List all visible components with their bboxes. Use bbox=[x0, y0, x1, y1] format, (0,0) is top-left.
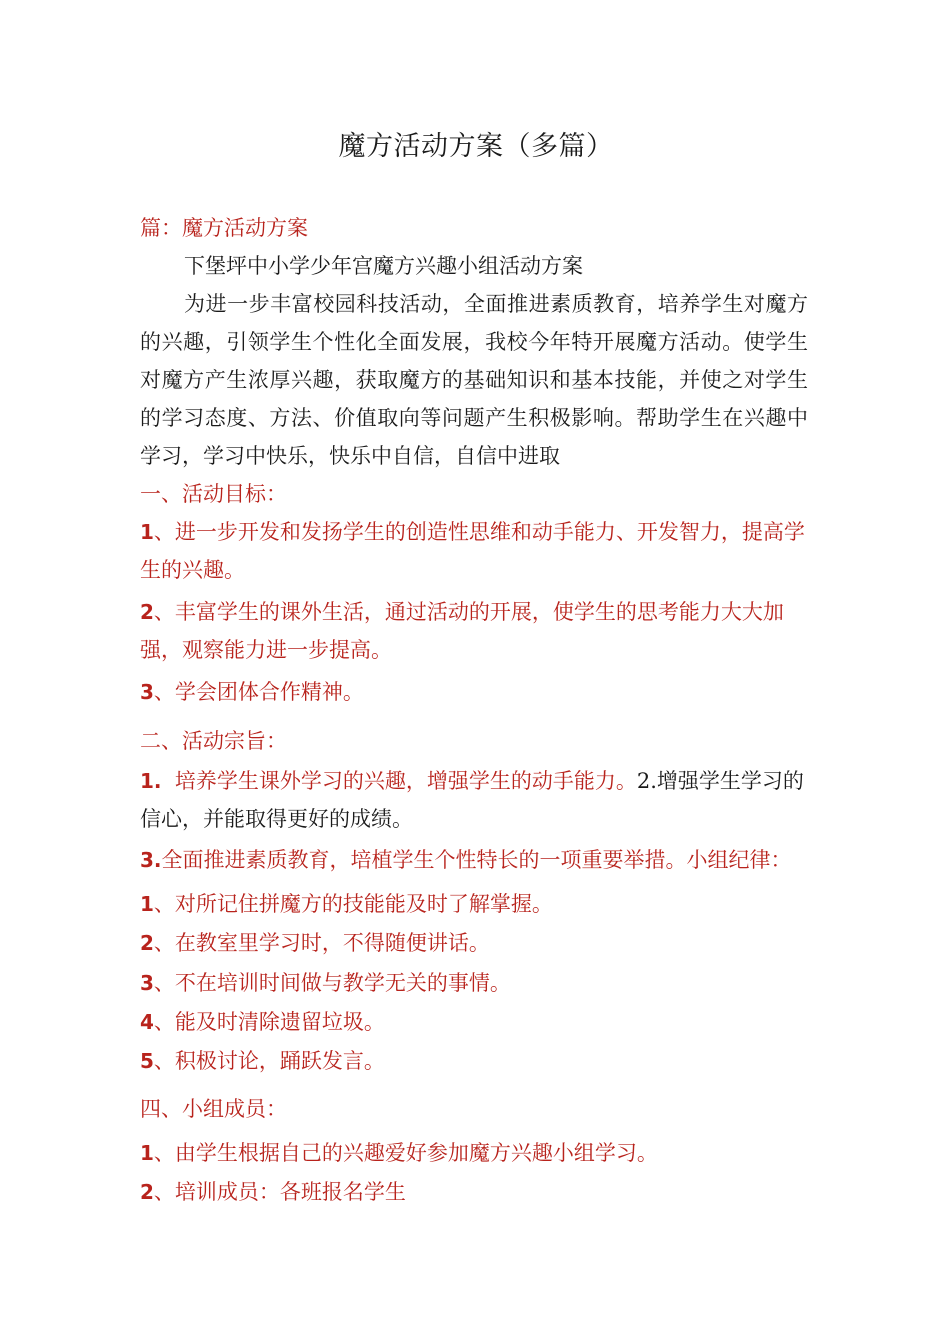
goal-item-1 bbox=[140, 513, 808, 589]
rule-number: 5 bbox=[140, 1049, 154, 1073]
purpose-number: 1. bbox=[140, 769, 162, 793]
goal-text: 、丰富学生的课外生活，通过活动的开展，使学生的思考能力大大加强，观察能力进一步提高。 bbox=[140, 600, 784, 662]
rule-item-4 bbox=[140, 1003, 820, 1041]
goal-text: 、学会团体合作精神。 bbox=[153, 680, 364, 704]
rule-text: 、能及时清除遗留垃圾。 bbox=[153, 1010, 385, 1034]
rule-item-2 bbox=[140, 924, 820, 962]
purpose-item-3 bbox=[140, 841, 840, 879]
goal-number: 1 bbox=[140, 520, 154, 544]
member-item-1 bbox=[140, 1134, 820, 1172]
rule-text: 、不在培训时间做与教学无关的事情。 bbox=[153, 971, 511, 995]
goal-item-3 bbox=[140, 673, 808, 711]
member-item-2 bbox=[140, 1173, 820, 1211]
purpose-text-3: 全面推进素质教育，培植学生个性特长的一项重要举措。小组纪律： bbox=[161, 848, 792, 872]
section-heading: 篇：魔方活动方案 bbox=[140, 216, 308, 240]
rule-item-5 bbox=[140, 1042, 820, 1080]
goals-heading: 一、活动目标： bbox=[140, 482, 287, 506]
purpose-text-1: 培养学生课外学习的兴趣，增强学生的动手能力。 bbox=[161, 769, 637, 793]
document-title: 魔方活动方案（多篇） bbox=[338, 131, 614, 162]
members-heading: 四、小组成员： bbox=[140, 1097, 287, 1121]
member-number: 1 bbox=[140, 1141, 154, 1165]
rule-text: 、积极讨论，踊跃发言。 bbox=[153, 1049, 385, 1073]
goal-text: 、进一步开发和发扬学生的创造性思维和动手能力、开发智力，提高学生的兴趣。 bbox=[140, 520, 805, 582]
intro-paragraph: 为进一步丰富校园科技活动，全面推进素质教育，培养学生对魔方的兴趣，引领学生个性化全面发展，我校今年特开展魔方活动。使学生对魔方产生浓厚兴趣，获取魔方的基础知识和基本技能，并使之对学生的学习态度、方法、价值取向等问题产生积极影响。帮助学生在兴趣中学习，学习中快乐，快乐中自信，自信中进取 bbox=[140, 292, 808, 468]
rule-text: 、对所记住拼魔方的技能能及时了解掌握。 bbox=[153, 892, 553, 916]
member-text: 、由学生根据自己的兴趣爱好参加魔方兴趣小组学习。 bbox=[153, 1141, 658, 1165]
rule-number: 3 bbox=[140, 971, 154, 995]
rule-number: 2 bbox=[140, 931, 154, 955]
purpose-heading: 二、活动宗旨： bbox=[140, 729, 287, 753]
rule-item-3 bbox=[140, 964, 820, 1002]
subtitle: 下堡坪中小学少年宫魔方兴趣小组活动方案 bbox=[184, 254, 583, 278]
goal-item-2 bbox=[140, 593, 808, 669]
rule-number: 4 bbox=[140, 1010, 154, 1034]
purpose-text-2: 2.增强学生学习的信心，并能取得更好的成绩。 bbox=[140, 769, 804, 831]
rule-item-1 bbox=[140, 885, 820, 923]
member-number: 2 bbox=[140, 1180, 154, 1204]
purpose-number: 3. bbox=[140, 848, 162, 872]
purpose-item-1-2 bbox=[140, 762, 808, 838]
member-text: 、培训成员：各班报名学生 bbox=[153, 1180, 406, 1204]
rule-text: 、在教室里学习时，不得随便讲话。 bbox=[153, 931, 490, 955]
goal-number: 3 bbox=[140, 680, 154, 704]
goal-number: 2 bbox=[140, 600, 154, 624]
rule-number: 1 bbox=[140, 892, 154, 916]
